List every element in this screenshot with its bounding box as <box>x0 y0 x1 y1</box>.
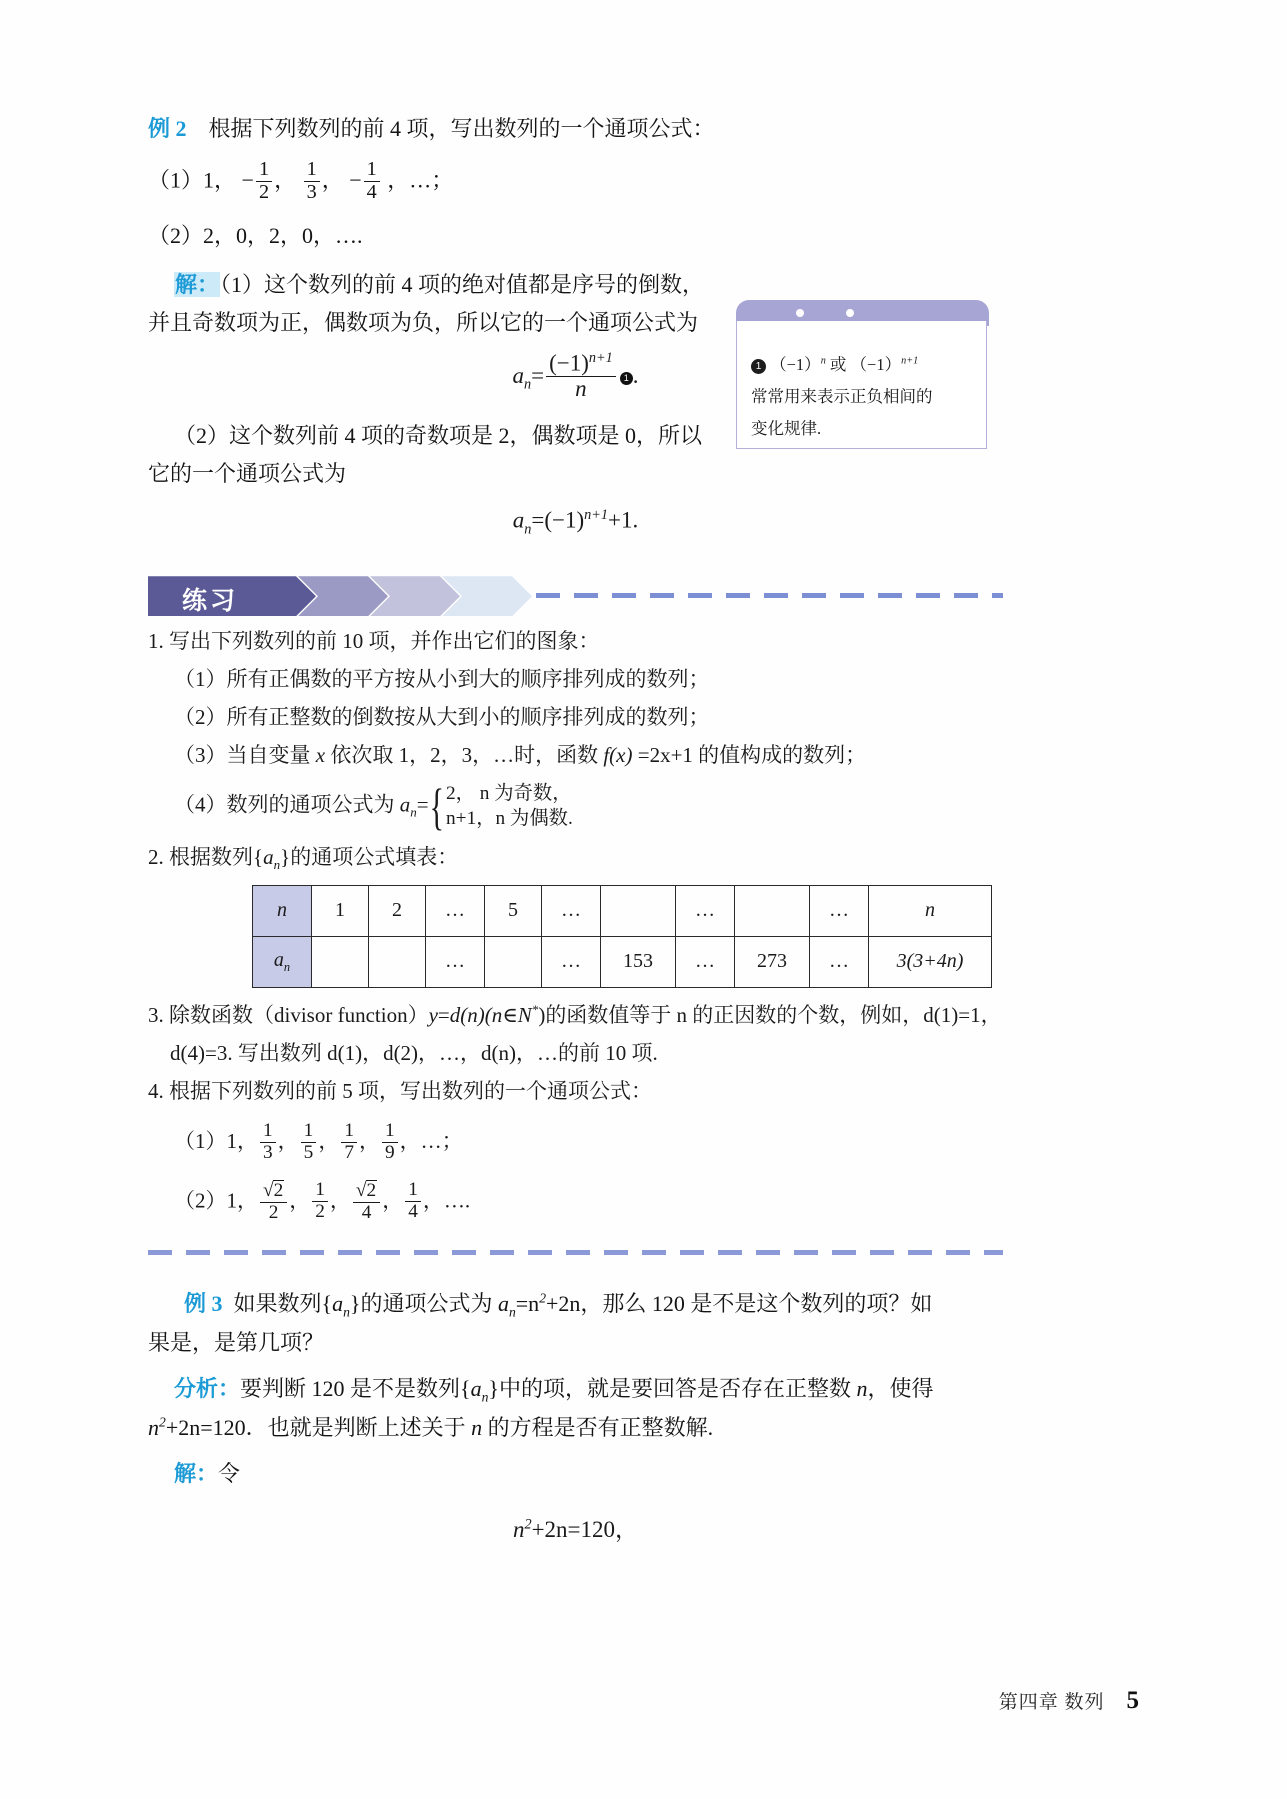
ex1-sub4-a: a <box>399 792 411 817</box>
ex3-l1c: ，那么 120 是不是这个数列的项？如 <box>580 1291 933 1317</box>
an-n: n <box>856 1376 868 1402</box>
ex3-l1-sub: n <box>343 1304 350 1320</box>
practice-banner <box>148 576 1003 616</box>
ex1-sub4-sub: n <box>410 805 417 820</box>
table-row-n <box>253 885 992 936</box>
ex3-l1b: }的通项公式为 <box>349 1291 498 1317</box>
an-sub: n <box>481 1389 489 1405</box>
page-content <box>148 110 1003 1550</box>
ex3-star: * <box>531 1001 539 1017</box>
exercise-1-sub-3 <box>148 738 1003 772</box>
table-cell-n-1: 1 <box>312 885 369 936</box>
exercise-1 <box>148 624 1003 658</box>
example-2-item-1-tail: ，…； <box>387 167 454 193</box>
ex3-l1-fsub: n <box>508 1304 516 1320</box>
ex2-pre: 2. 根据数列{ <box>148 844 264 869</box>
fraction-sqrt2-2: $\frac{√2}{2}$ <box>260 1180 287 1224</box>
fraction-1-3b: $\frac{1}{3}$ <box>260 1121 276 1164</box>
exercise-4: 4. 根据下列数列的前 5 项，写出数列的一个通项公式： <box>148 1079 652 1104</box>
ex1-sub3-mid: 依次取 1，2，3，…时，函数 <box>325 743 604 768</box>
an-l1a: 要判断 120 是不是数列{ <box>240 1376 471 1402</box>
ex1-sub3-fx: (x) <box>609 743 633 768</box>
footer-chapter: 第四章 数列 <box>998 1692 1105 1713</box>
table-cell-n-3: … <box>426 885 485 936</box>
example-3-line-1 <box>148 1285 1003 1324</box>
example-2-solution-p1b: 并且奇数项为正，偶数项为负，所以它的一个通项公式为 <box>148 310 699 336</box>
table-header-an-a: a <box>273 948 284 971</box>
example-2-heading <box>148 110 1003 148</box>
fraction-1-3: $\frac{1}{3}$ <box>304 159 320 204</box>
fraction-1-2: $\frac{1}{2}$ <box>256 159 272 204</box>
example-2-item-1: （1）1， − $\frac{1}{2}$ ， $\frac{1}{3}$ ， − $\frac{1}{4}$ ，…； <box>148 157 454 203</box>
practice-banner-label: 练习 <box>182 588 239 616</box>
exercise-3-line-2: d(4)=3. 写出数列 d(1)，d(2)，…，d(n)，…的前 10 项. <box>170 1041 658 1065</box>
table-cell-an-6: 153 <box>601 936 676 987</box>
note-line1-a: （−1） <box>770 355 821 374</box>
table-header-an <box>253 936 312 987</box>
ex3-l1-ftail: +2n <box>546 1291 581 1317</box>
solution-p2a-text: （2）这个数列前 4 项的奇数项是 2，偶数项是 0，所以 <box>174 423 703 449</box>
analysis-label: 分析： <box>174 1376 241 1402</box>
formula-2-sub: n <box>524 521 532 538</box>
formula-1-eq: = <box>531 362 545 388</box>
table-cell-n-8[interactable] <box>735 885 810 936</box>
example-2-solution-p2b: 它的一个通项公式为 <box>148 461 347 487</box>
example-2-solution-p2a <box>148 417 1003 455</box>
fraction-sqrt2-4: $\frac{√2}{4}$ <box>353 1180 380 1224</box>
ex3-cond: (n∈N <box>484 1002 532 1027</box>
eq3-b: +2n=120， <box>531 1516 639 1542</box>
footer-page-number: 5 <box>1126 1687 1139 1714</box>
table-cell-an-10 <box>869 936 992 987</box>
example-3-analysis-line-1 <box>148 1370 1003 1409</box>
example-2-formula-1 <box>148 352 1003 403</box>
table-cell-an-1[interactable] <box>312 936 369 987</box>
solution-p1-text: （1）这个数列的前 4 项的绝对值都是序号的倒数， <box>220 272 705 298</box>
table-cell-an-3: … <box>426 936 485 987</box>
ex1-sub4-eq: = <box>416 792 429 817</box>
ex4-1-tail: ，…； <box>399 1129 463 1154</box>
example-2-label: 例 2 <box>148 116 187 141</box>
ex2-post: }的通项公式填表： <box>280 844 459 869</box>
table-cell-an-10-text: 3(3+4n) <box>896 950 964 973</box>
example-3-label: 例 3 <box>184 1291 223 1317</box>
ex4-1-prefix: （1）1， <box>174 1129 258 1154</box>
ex1-sub4-case-2: n+1，n 为偶数. <box>446 808 573 829</box>
an-l1c: ，使得 <box>867 1376 934 1402</box>
formula-1-num: (−1) <box>549 350 589 376</box>
table-cell-n-5: … <box>542 885 601 936</box>
table-cell-n-10-text: n <box>925 899 935 922</box>
formula-2-tail: +1. <box>608 507 639 533</box>
formula-1-num-exp: n+1 <box>588 350 613 366</box>
fill-in-table-wrapper <box>148 885 1003 988</box>
table-cell-n-2: 2 <box>369 885 426 936</box>
ex4-2-tail: ，…. <box>422 1188 471 1213</box>
ex2-a: a <box>263 844 274 869</box>
table-cell-an-5: … <box>542 936 601 987</box>
formula-1-period: . <box>632 362 639 388</box>
footnote-ref-icon: 1 <box>620 372 633 385</box>
ex3-y: y <box>428 1002 438 1027</box>
an-an: a <box>470 1376 482 1402</box>
table-cell-an-4[interactable] <box>485 936 542 987</box>
table-header-an-sub: n <box>283 959 291 974</box>
example-3-solution-text: 令 <box>218 1460 241 1486</box>
example-3-solution-label: 解： <box>174 1460 219 1486</box>
table-cell-an-8: 273 <box>735 936 810 987</box>
exercise-1-sub-4 <box>148 778 1003 836</box>
case-brace-icon: { <box>429 778 445 836</box>
ex3-d: d <box>449 1002 461 1027</box>
ex1-sub3-tail: =2x+1 的值构成的数列； <box>632 743 867 768</box>
page-footer <box>999 1687 1139 1715</box>
exercise-2 <box>148 840 1003 875</box>
ex1-sub4-case-1: 2， n 为奇数， <box>446 783 572 805</box>
table-cell-n-9: … <box>810 885 869 936</box>
margin-note-line-3: 变化规律. <box>751 419 822 439</box>
exercise-4-item-2: （2）1， $\frac{√2}{2}$ ， $\frac{1}{2}$ ， $\frac{√2}{4}$ ， $\frac{1}{4}$ ，…. <box>174 1179 471 1223</box>
note-line1-b: 或 （−1） <box>825 355 902 374</box>
banner-dashed-rule <box>536 593 1003 598</box>
fraction-1-2b: $\frac{1}{2}$ <box>312 1180 328 1223</box>
ex3-a: 3. 除数函数（divisor function） <box>148 1002 429 1027</box>
ex3-l1-an: a <box>332 1291 344 1317</box>
example-3-equation <box>148 1511 1003 1544</box>
exercise-1-sub-2: （2）所有正整数的倒数按从大到小的顺序排列成的数列； <box>174 705 710 730</box>
table-cell-an-2[interactable] <box>369 936 426 987</box>
table-cell-n-7: … <box>676 885 735 936</box>
ex3-close: ) <box>538 1002 546 1027</box>
table-header-n: n <box>253 885 312 936</box>
example-3-line-2: 果是，是第几项？ <box>148 1330 325 1356</box>
exercise-1-text: 写出下列数列的前 10 项，并作出它们的图象： <box>169 629 600 654</box>
table-cell-n-10 <box>869 885 992 936</box>
example-2-solution-p1 <box>148 266 1003 304</box>
ex1-sub3-x: x <box>315 743 326 768</box>
formula-2-exp: n+1 <box>584 506 609 523</box>
an-l2-exp: 2 <box>159 1414 166 1430</box>
ex1-sub3-f: f <box>603 743 610 768</box>
ex4-2-prefix: （2）1， <box>174 1188 258 1213</box>
formula-1-sub: n <box>523 376 532 393</box>
example-3-analysis-line-2 <box>148 1409 1003 1447</box>
fraction-1-5: $\frac{1}{5}$ <box>301 1121 317 1164</box>
ex1-sub4-pre: （4）数列的通项公式为 <box>174 792 400 817</box>
example-2-item-2: （2）2，0，2，0，…. <box>148 222 363 248</box>
ex3-n: (n) <box>460 1002 485 1027</box>
solution-label: 解： <box>175 272 220 298</box>
practice-bottom-rule <box>148 1250 1003 1255</box>
table-cell-an-9: … <box>810 936 869 987</box>
an-l2b: +2n=120．也就是判断上述关于 <box>165 1414 472 1440</box>
an-l2c: 的方程是否有正整数解. <box>482 1414 714 1440</box>
example-2-prompt: 根据下列数列的前 4 项，写出数列的一个通项公式： <box>208 116 715 141</box>
table-cell-n-6[interactable] <box>601 885 676 936</box>
ex1-sub3-pre: （3）当自变量 <box>174 743 316 768</box>
table-cell-n-4: 5 <box>485 885 542 936</box>
formula-2-lhs: a <box>512 507 525 533</box>
exercise-3-line-1 <box>148 998 1003 1032</box>
fraction-1-9: $\frac{1}{9}$ <box>382 1121 398 1164</box>
exercise-1-sub-1: （1）所有正偶数的平方按从小到大的顺序排列成的数列； <box>174 667 710 692</box>
an-l1b: }中的项，就是要回答是否存在正整数 <box>488 1376 857 1402</box>
fraction-1-4: $\frac{1}{4}$ <box>364 159 380 204</box>
note-line1-exp1: n <box>820 355 826 367</box>
fraction-1-7: $\frac{1}{7}$ <box>341 1121 357 1164</box>
formula-2-rest: =(−1) <box>531 507 585 533</box>
formula-1-den: n <box>575 376 587 402</box>
ex3-l1a: 如果数列{ <box>233 1291 333 1317</box>
ex2-sub: n <box>273 856 281 872</box>
table-row-an <box>253 936 992 987</box>
table-cell-an-7: … <box>676 936 735 987</box>
eq3-a: n <box>512 1516 525 1542</box>
fill-in-table <box>252 885 992 988</box>
fraction-1-4b: $\frac{1}{4}$ <box>405 1180 421 1223</box>
example-2-formula-2 <box>148 507 1003 538</box>
margin-note-line-2: 常常用来表示正负相间的 <box>751 387 933 407</box>
note-line1-exp2: n+1 <box>901 355 919 367</box>
ex3-tail: 的函数值等于 n 的正因数的个数，例如，d(1)=1， <box>545 1002 1002 1027</box>
example-3-solution <box>148 1455 1003 1493</box>
eq3-exp: 2 <box>524 1515 532 1532</box>
formula-1-fraction <box>546 351 616 402</box>
example-2-item-1-prefix: （1）1， <box>148 167 237 193</box>
footnote-marker-icon: 1 <box>751 359 766 374</box>
exercise-1-num: 1. <box>148 629 164 654</box>
an-l2n: n <box>471 1414 483 1440</box>
ex3-eq: = <box>437 1002 450 1027</box>
an-l2a: n <box>148 1414 159 1440</box>
exercise-4-item-1: （1）1， $\frac{1}{3}$ ， $\frac{1}{5}$ ， $\frac{1}{7}$ ， $\frac{1}{9}$ ，…； <box>174 1120 463 1163</box>
ex3-l1-fexp: 2 <box>539 1291 546 1307</box>
ex3-l1-feq: =n <box>515 1291 540 1317</box>
formula-1-lhs: a <box>512 362 524 388</box>
ex3-l1-fa: a <box>497 1291 509 1317</box>
